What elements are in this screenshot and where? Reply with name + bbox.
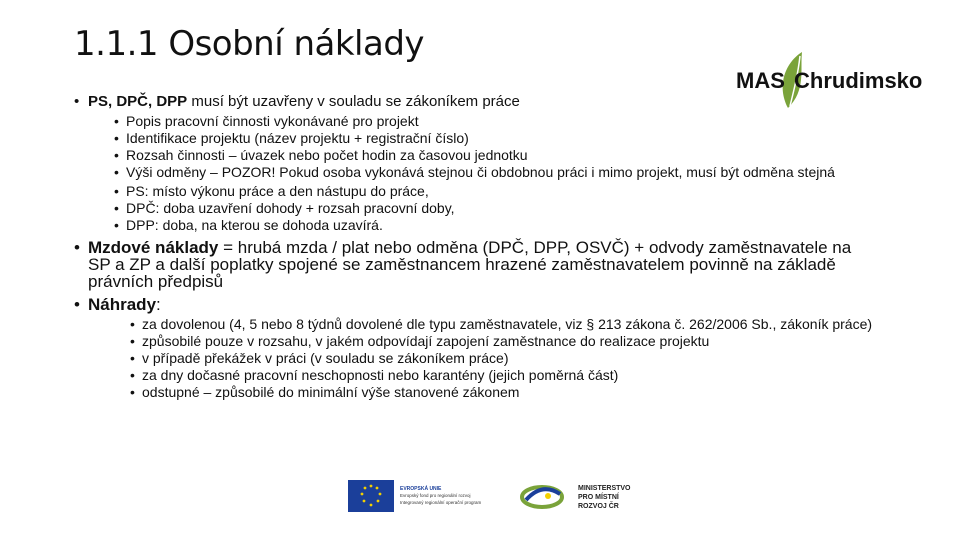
bullet-mzdove-text: = hrubá mzda / plat nebo odměna (DPČ, DPP, OSVČ) + odvody zaměstnavatele na SP a ZP a další poplatky spojené se zaměstnancem hrazené zaměstnavatelem povinně na základě právních předpisů [88,238,852,291]
page-title: 1.1.1 Osobní náklady [74,24,425,64]
eu-text-2: Evropský fond pro regionální rozvoj [400,493,471,498]
smlouvy-typy-sublist [114,183,874,233]
bullet-mzdove-naklady [74,239,874,290]
mmr-line-2: PRO MÍSTNÍ [578,494,619,501]
list-item: • Popis pracovní činnosti vykonávané pro projekt [114,113,874,129]
nahrady-sublist [130,316,874,400]
eu-text-3: Integrovaný regionální operační program [400,500,482,505]
bullet-smlouvy-text: musí být uzavřeny v souladu se zákoníkem práce [187,93,520,110]
bullet-nahrady-bold: Náhrady [88,295,157,314]
mmr-line-1: MINISTERSTVO [578,485,631,492]
bullet-smlouvy-bold: PS, DPČ, DPP [88,93,188,110]
list-item: • za dovolenou (4, 5 nebo 8 týdnů dovolené dle typu zaměstnavatele, viz § 213 zákona č. 262/2006 Sb., zákoník práce) [130,316,874,332]
list-item: • Rozsah činnosti – úvazek nebo počet hodin za časovou jednotku [114,147,874,163]
list-item: • DPP: doba, na kterou se dohoda uzavírá. [114,217,874,233]
list-item: • v případě překážek v práci (v souladu se zákoníkem práce) [130,350,874,366]
list-item: • PS: místo výkonu práce a den nástupu do práce, [114,183,874,199]
eu-text-1: EVROPSKÁ UNIE [400,486,442,492]
list-item: • způsobilé pouze v rozsahu, v jakém odpovídají zapojení zaměstnance do realizace projektu [130,333,874,349]
eu-logo [348,480,500,512]
svg-text:MAS: MAS [736,68,785,93]
svg-text:Chrudimsko: Chrudimsko [794,68,923,93]
list-item: • za dny dočasné pracovní neschopnosti nebo karantény (jejich poměrná část) [130,367,874,383]
smlouvy-sublist [114,113,874,180]
mmr-logo [520,480,652,514]
bullet-smlouvy [74,93,874,110]
list-item: • DPČ: doba uzavření dohody + rozsah pracovní doby, [114,200,874,216]
list-item: • odstupné – způsobilé do minimální výše stanovené zákonem [130,384,874,400]
mmr-line-3: ROZVOJ ČR [578,503,619,510]
bullet-nahrady [74,296,874,313]
list-item: • Identifikace projektu (název projektu + registrační číslo) [114,130,874,146]
bullet-mzdove-bold: Mzdové náklady [88,238,219,257]
bullet-nahrady-text: : [156,295,161,314]
slide-content [74,90,874,403]
list-item: • Výši odměny – POZOR! Pokud osoba vykonává stejnou či obdobnou práci i mimo projekt, musí být odměna stejná [114,164,874,180]
